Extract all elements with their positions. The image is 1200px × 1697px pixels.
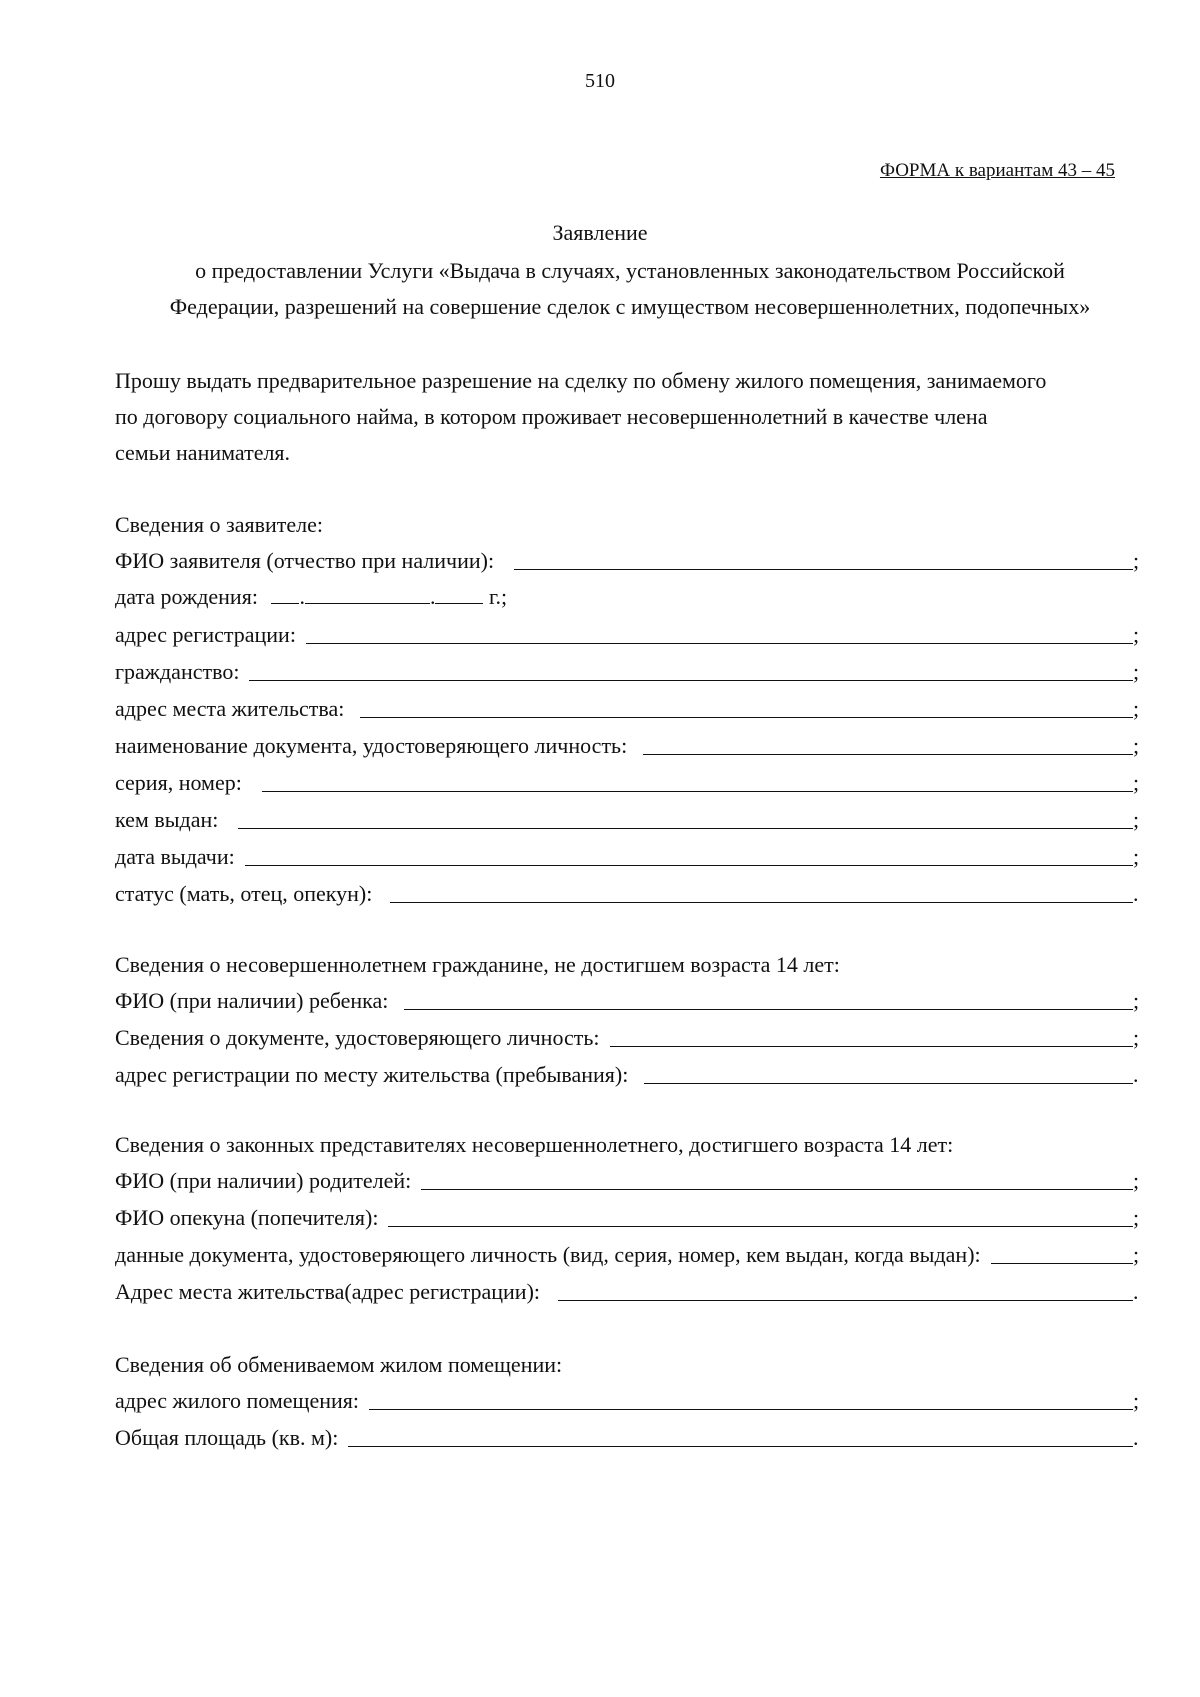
request-text-line-2: по договору социального найма, в котором проживает несовершеннолетний в качестве члена: [115, 404, 988, 429]
guardian-name-field[interactable]: [115, 1201, 1143, 1231]
representative-residence-address-input-line[interactable]: [558, 1299, 1133, 1301]
parents-name-input-line[interactable]: [421, 1188, 1133, 1190]
field-terminator: ;: [1133, 548, 1140, 573]
applicant-citizenship-field[interactable]: [115, 655, 1143, 685]
field-terminator: ;: [1133, 1242, 1140, 1267]
field-label: наименование документа, удостоверяющего личность:: [115, 733, 628, 758]
field-terminator: ;: [1133, 770, 1140, 795]
birth-year-input-line[interactable]: [435, 602, 483, 604]
field-label: адрес регистрации:: [115, 622, 296, 647]
issued-by-input-line[interactable]: [238, 827, 1133, 829]
field-label: адрес регистрации по месту жительства (пребывания):: [115, 1062, 629, 1087]
request-text-line-3: семьи нанимателя.: [115, 440, 291, 465]
minor-heading: Сведения о несовершеннолетнем гражданине, не достигшем возраста 14 лет:: [115, 952, 840, 977]
parents-name-field[interactable]: [115, 1164, 1143, 1194]
form-reference: ФОРМА к вариантам 43 – 45: [879, 160, 1115, 181]
field-label: Сведения о документе, удостоверяющего личность:: [115, 1025, 600, 1050]
field-label: дата рождения:: [115, 584, 258, 609]
representative-residence-address-field[interactable]: [115, 1275, 1143, 1305]
premises-address-field[interactable]: [115, 1384, 1143, 1414]
field-terminator: ;: [1133, 844, 1140, 869]
child-name-field[interactable]: [115, 984, 1143, 1014]
citizenship-input-line[interactable]: [249, 679, 1133, 681]
applicant-registration-address-field[interactable]: [115, 618, 1143, 648]
applicant-birth-date-field[interactable]: [115, 584, 507, 610]
field-terminator: ;: [1133, 622, 1140, 647]
field-terminator: ;: [1133, 1168, 1140, 1193]
applicant-full-name-field[interactable]: [115, 544, 1143, 574]
applicant-heading: Сведения о заявителе:: [115, 512, 324, 537]
document-subtitle-line-1: о предоставлении Услуги «Выдача в случаях, установленных законодательством Российской: [195, 258, 1065, 283]
field-label: статус (мать, отец, опекун):: [115, 881, 373, 906]
applicant-series-number-field[interactable]: [115, 766, 1143, 796]
field-label: кем выдан:: [115, 807, 219, 832]
applicant-id-document-name-field[interactable]: [115, 729, 1143, 759]
applicant-status-field[interactable]: [115, 877, 1143, 907]
field-label: дата выдачи:: [115, 844, 235, 869]
field-terminator: ;: [1133, 659, 1140, 684]
field-label: ФИО (при наличии) родителей:: [115, 1168, 412, 1193]
field-terminator: ;: [1133, 733, 1140, 758]
field-terminator: ;: [1133, 696, 1140, 721]
field-label: адрес жилого помещения:: [115, 1388, 359, 1413]
child-registration-address-field[interactable]: [115, 1058, 1143, 1088]
field-terminator: .: [1133, 1425, 1139, 1450]
representatives-heading: Сведения о законных представителях несовершеннолетнего, достигшего возраста 14 лет:: [115, 1132, 954, 1157]
field-label: адрес места жительства:: [115, 696, 345, 721]
document-title: Заявление: [552, 220, 648, 245]
full-name-input-line[interactable]: [514, 568, 1133, 570]
registration-address-input-line[interactable]: [306, 642, 1133, 644]
premises-heading: Сведения об обмениваемом жилом помещении:: [115, 1352, 563, 1377]
field-terminator: .: [1133, 1279, 1139, 1304]
field-label: данные документа, удостоверяющего личность (вид, серия, номер, кем выдан, когда выдан):: [115, 1242, 981, 1267]
document-subtitle-line-2: Федерации, разрешений на совершение сделок с имуществом несовершеннолетних, подопечных»: [169, 294, 1091, 319]
field-label: ФИО (при наличии) ребенка:: [115, 988, 389, 1013]
representative-id-document-field[interactable]: [115, 1238, 1143, 1268]
birth-day-input-line[interactable]: [271, 602, 299, 604]
premises-total-area-field[interactable]: [115, 1421, 1143, 1451]
request-text-line-1: Прошу выдать предварительное разрешение на сделку по обмену жилого помещения, занимаемого: [115, 368, 1047, 393]
field-terminator: ;: [1133, 1388, 1140, 1413]
field-terminator: ;: [1133, 1025, 1140, 1050]
id-document-name-input-line[interactable]: [643, 753, 1133, 755]
child-id-document-input-line[interactable]: [610, 1045, 1133, 1047]
field-terminator: ;: [1133, 988, 1140, 1013]
applicant-issue-date-field[interactable]: [115, 840, 1143, 870]
field-label: Адрес места жительства(адрес регистрации):: [115, 1279, 541, 1304]
field-label: ФИО заявителя (отчество при наличии):: [115, 548, 495, 573]
child-registration-address-input-line[interactable]: [644, 1082, 1133, 1084]
date-suffix: г.;: [488, 584, 508, 609]
field-label: Общая площадь (кв. м):: [115, 1425, 339, 1450]
field-terminator: ;: [1133, 807, 1140, 832]
field-label: серия, номер:: [115, 770, 242, 795]
field-terminator: .: [1133, 1062, 1139, 1087]
field-label: гражданство:: [115, 659, 240, 684]
issue-date-input-line[interactable]: [245, 864, 1133, 866]
child-name-input-line[interactable]: [404, 1008, 1133, 1010]
field-terminator: ;: [1133, 1205, 1140, 1230]
date-separator: .: [429, 584, 436, 609]
applicant-residence-address-field[interactable]: [115, 692, 1143, 722]
birth-month-input-line[interactable]: [305, 602, 430, 604]
field-label: ФИО опекуна (попечителя):: [115, 1205, 379, 1230]
field-terminator: .: [1133, 881, 1139, 906]
child-id-document-field[interactable]: [115, 1021, 1143, 1051]
date-separator: .: [299, 584, 305, 609]
page-number: 510: [585, 70, 615, 92]
guardian-name-input-line[interactable]: [388, 1225, 1133, 1227]
status-input-line[interactable]: [390, 901, 1133, 903]
premises-address-input-line[interactable]: [369, 1408, 1133, 1410]
residence-address-input-line[interactable]: [360, 716, 1133, 718]
series-number-input-line[interactable]: [262, 790, 1133, 792]
representative-id-document-input-line[interactable]: [991, 1262, 1133, 1264]
applicant-issued-by-field[interactable]: [115, 803, 1143, 833]
total-area-input-line[interactable]: [348, 1445, 1133, 1447]
